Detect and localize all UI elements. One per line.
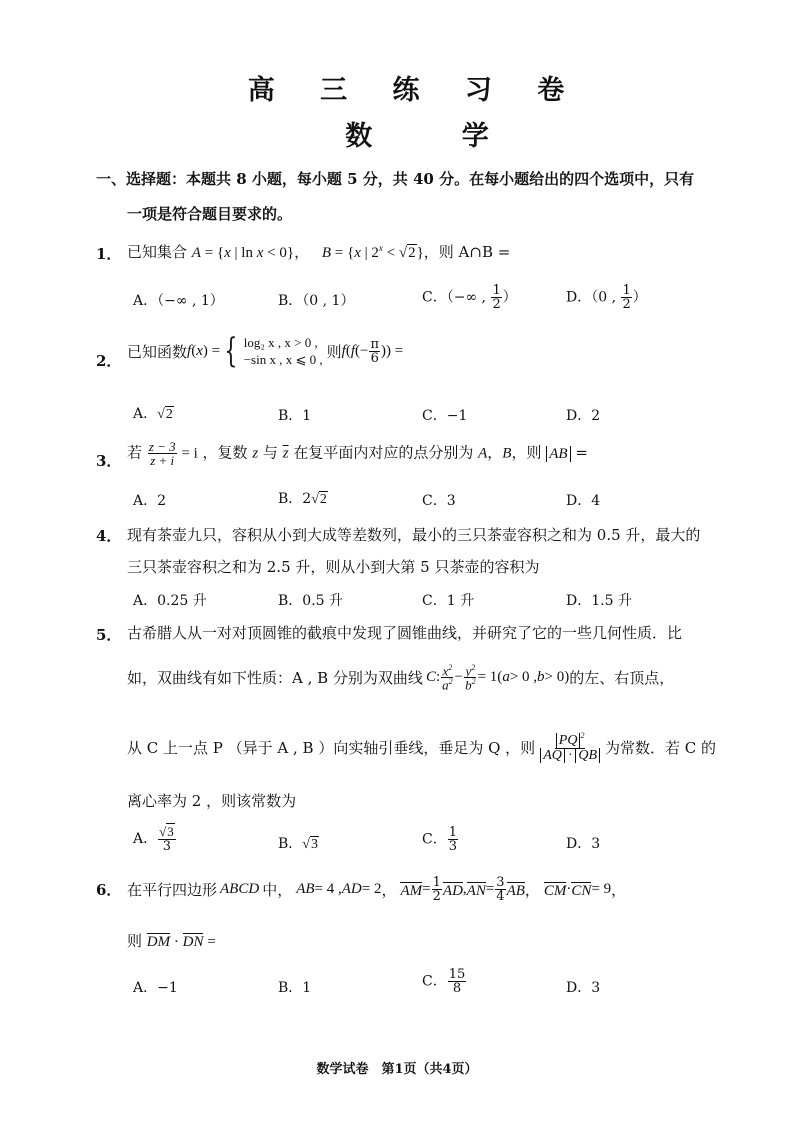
option-c[interactable]: C．3 [422, 493, 456, 509]
option-c[interactable]: C． $\frac{15}{8}$ [422, 967, 466, 996]
option-a[interactable]: A． $\frac{√3}{3}$ [133, 824, 174, 854]
piecewise-function: { log₂ x , x > 0 , −sin x , x ⩽ 0 , [224, 331, 323, 371]
option-a[interactable]: A．2 [133, 493, 167, 509]
question-number: 5． [96, 626, 122, 644]
option-d[interactable]: D．（0 , $\frac{1}{2}$ ） [566, 283, 647, 312]
question-line4: 离心率为 2 ，则该常数为 [127, 792, 297, 810]
question-text: 若 $\frac{z - 3}{z + i}$ = i ，复数 z 与 $\overline{z}$ 在复平面内对应的点分别为 A，B，则 AB = [127, 439, 588, 468]
option-d[interactable]: D．3 [566, 980, 601, 996]
question-number: 4． [96, 527, 122, 545]
question-text: 已知集合 A = {x | ln x < 0}， B = {x | $2^x < √2$}，则 A∩B = [127, 243, 511, 261]
question-number: 3． [96, 452, 122, 470]
question-line1: 现有茶壶九只，容积从小到大成等差数列，最小的三只茶壶容积之和为 0.5 升，最大的 [127, 526, 701, 544]
question-line1: 古希腊人从一对对顶圆锥的截痕中发现了圆锥曲线，并研究了它的一些几何性质．比 [127, 624, 683, 642]
option-a[interactable]: A．√2 [133, 406, 173, 422]
question-number: 6． [96, 881, 122, 899]
option-a[interactable]: A．（−∞ , 1） [133, 293, 224, 309]
question-line3: 从 C 上一点 P （异于 A , B ）向实轴引垂线，垂足为 Q ，则 $\frac{PQ ^2}{AQ \cdot QB}$ 为常数．若 C 的 [127, 731, 717, 763]
option-b[interactable]: B．0.5 升 [278, 593, 344, 609]
option-c[interactable]: C．−1 [422, 408, 468, 424]
option-b[interactable]: B．（0 , 1） [278, 293, 355, 309]
option-a[interactable]: A．−1 [133, 980, 178, 996]
question-number: 2． [96, 352, 122, 370]
section-heading-line2: 一项是符合题目要求的。 [127, 205, 293, 223]
option-b[interactable]: B．1 [278, 980, 312, 996]
sqrt-symbol: √2 [398, 245, 416, 261]
option-d[interactable]: D．1.5 升 [566, 593, 632, 609]
exam-title: 高 三 练 习 卷 [247, 75, 583, 106]
question-line1: 在平行四边形 ABCD 中， AB = 4 , AD = 2 ， AM = $\frac{1}{2}$ AD , AN = $\frac{3}{4}$ AB ， CM · CN = 9 ， [127, 875, 627, 904]
section-heading-line1: 一、选择题：本题共 8 小题，每小题 5 分，共 40 分。在每小题给出的四个选项中，只有 [96, 170, 695, 188]
option-d[interactable]: D．3 [566, 836, 601, 852]
subject-title: 数 学 [345, 121, 529, 152]
option-c[interactable]: C．（−∞ , $\frac{1}{2}$ ） [422, 283, 517, 312]
ratio-fraction: $\frac{PQ ^2}{AQ \cdot QB}$ [539, 732, 601, 763]
option-c[interactable]: C．1 升 [422, 593, 475, 609]
page-footer: 数学试卷 第1页（共4页） [316, 1062, 478, 1077]
question-number: 1． [96, 245, 122, 263]
option-d[interactable]: D．2 [566, 408, 601, 424]
option-d[interactable]: D．4 [566, 493, 601, 509]
option-b[interactable]: B．1 [278, 408, 312, 424]
option-c[interactable]: C． $\frac{1}{3}$ [422, 825, 457, 854]
option-a[interactable]: A．0.25 升 [133, 593, 207, 609]
option-b[interactable]: B．√3 [278, 836, 318, 852]
option-b[interactable]: B．2√2 [278, 491, 327, 507]
question-line2: 则 DM · DN = [127, 932, 216, 950]
set-a-expression: A [191, 245, 201, 261]
question-line2: 三只茶壶容积之和为 2.5 升，则从小到大第 5 只茶壶的容积为 [127, 558, 540, 576]
question-line2: 如，双曲线有如下性质：A , B 分别为双曲线 C : $\frac{x^2}{a^2}$ − $\frac{y^2}{b^2}$ = 1( a > 0 , b > 0) 的左、右顶点， [127, 663, 675, 693]
question-text: 已知函数 f ( x ) = { log₂ x , x > 0 , −sin x , x ⩽ 0 , 则 f ( f (− $\frac{\pi}{6}$ )) = [127, 331, 404, 371]
